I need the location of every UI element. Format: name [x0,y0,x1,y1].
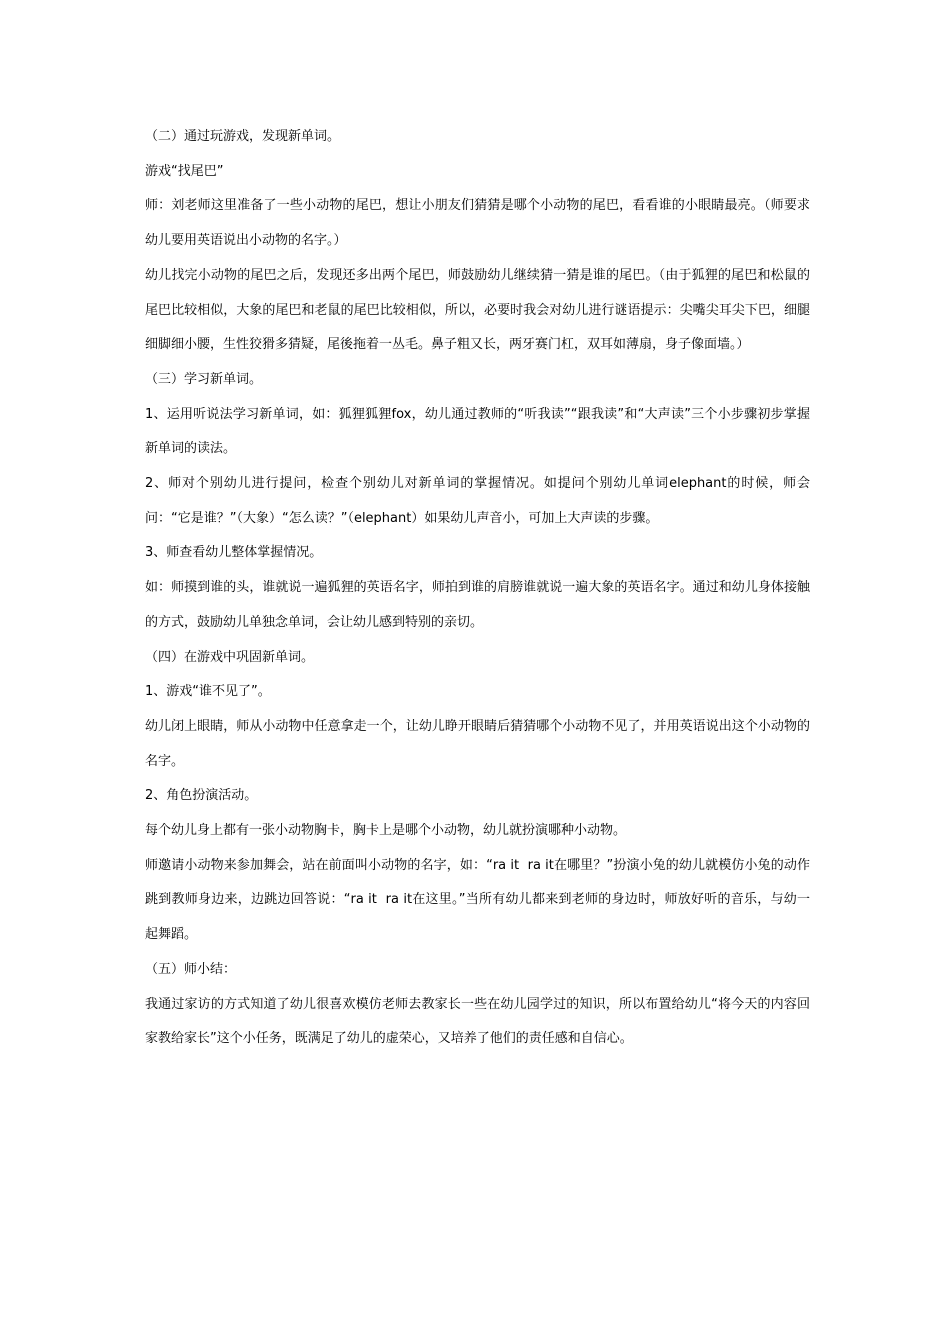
section-heading-2: （二）通过玩游戏，发现新单词。 [145,129,341,144]
section-heading-5: （五）师小结： [145,961,237,977]
paragraph-summary: 我通过家访的方式知道了幼儿很喜欢模仿老师去教家长一些在幼儿园学过的知识，所以布置给幼儿“将今天的内容回家教给家长”这个小任务，既满足了幼儿的虚荣心，又培养了他们的责任感和自信心。 [145,996,810,1047]
paragraph-riddle-hints: 幼儿找完小动物的尾巴之后，发现还多出两个尾巴，师鼓励幼儿继续猜一猜是谁的尾巴。（由于狐狸的尾巴和松鼠的尾巴比较相似，大象的尾巴和老鼠的尾巴比较相似，所以，必要时我会对幼儿进行谜语提示：尖嘴尖耳尖下巴，细腿细脚细小腰，生性狡猾多猜疑，尾後拖着一丛毛。鼻子粗又长，两牙赛门杠，双耳如薄扇，身子像面墙。） [145,267,810,353]
game-title-find-tail: 游戏“找尾巴” [145,163,224,179]
paragraph-teacher-intro: 师：刘老师这里准备了一些小动物的尾巴，想让小朋友们猜猜是哪个小动物的尾巴，看看谁的小眼睛最亮。（师要求幼儿要用英语说出小动物的名字。） [145,198,810,249]
section-heading-4: （四）在游戏中巩固新单词。 [145,649,315,665]
list-item-4-1: 1、游戏“谁不见了”。 [145,684,271,700]
section-heading-3: （三）学习新单词。 [145,371,263,387]
document-body [145,120,810,1057]
paragraph-touch-example: 如：师摸到谁的头，谁就说一遍狐狸的英语名字，师拍到谁的肩膀谁就说一遍大象的英语名字。通过和幼儿身体接触的方式，鼓励幼儿单独念单词，会让幼儿感到特别的亲切。 [145,580,810,630]
list-item-3-2: 2、师对个别幼儿进行提问，检查个别幼儿对新单词的掌握情况。如提问个别幼儿单词elephant的时候，师会问：“它是谁？”（大象）“怎么读？”（elephant）如果幼儿声音小，可加上大声读的步骤。 [145,476,810,526]
list-item-3-3: 3、师查看幼儿整体掌握情况。 [145,545,323,561]
list-item-4-2: 2、角色扮演活动。 [145,788,258,804]
list-item-3-1: 1、运用听说法学习新单词，如：狐狸狐狸fox，幼儿通过教师的“听我读”“跟我读”和“大声读”三个小步骤初步掌握新单词的读法。 [145,406,810,457]
paragraph-dance-party: 师邀请小动物来参加舞会，站在前面叫小动物的名字，如：“ra it ra it在哪里？”扮演小兔的幼儿就模仿小兔的动作跳到教师身边来，边跳边回答说：“ra it ra it在这里。”当所有幼儿都来到老师的身边时，师放好听的音乐，与幼一起舞蹈。 [145,857,810,943]
paragraph-who-missing: 幼儿闭上眼睛，师从小动物中任意拿走一个，让幼儿睁开眼睛后猜猜哪个小动物不见了，并用英语说出这个小动物的名字。 [145,718,810,769]
paragraph-chest-card: 每个幼儿身上都有一张小动物胸卡，胸卡上是哪个小动物，幼儿就扮演哪种小动物。 [145,823,627,839]
